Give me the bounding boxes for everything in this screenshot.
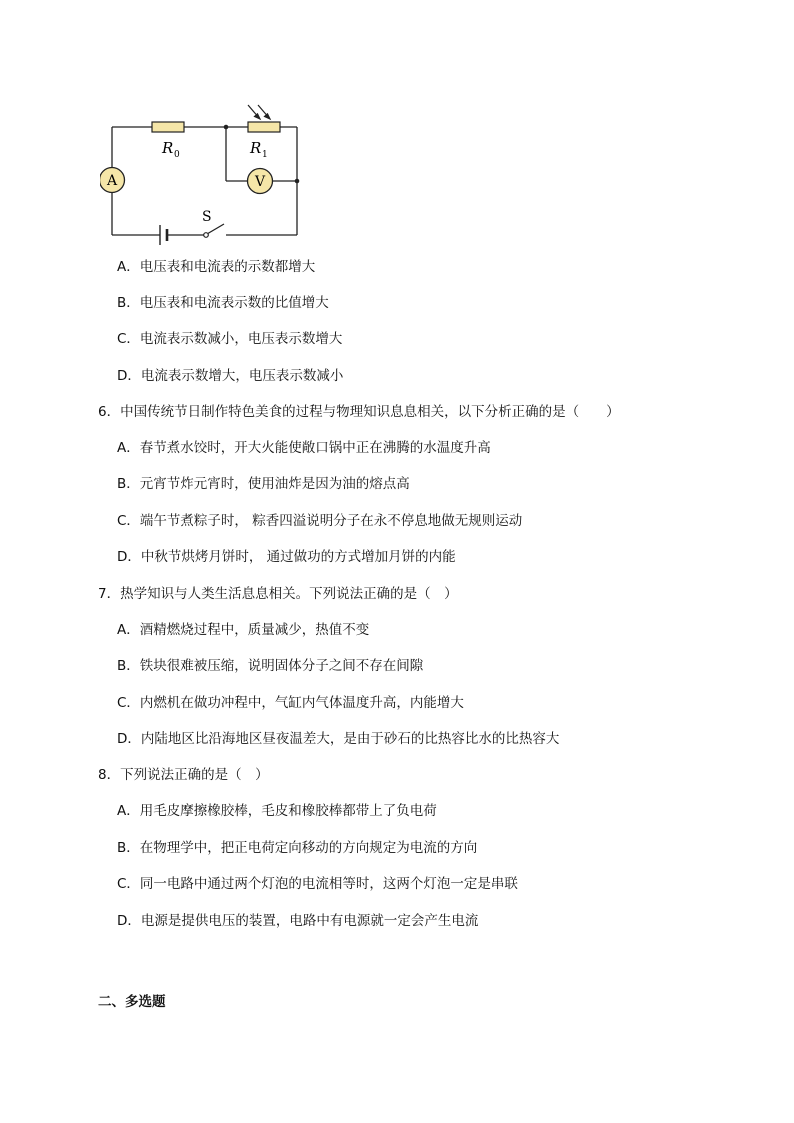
light-arrows-icon [248, 105, 270, 119]
q6-option-c: C．端午节煮粽子时， 粽香四溢说明分子在永不停息地做无规则运动 [117, 513, 523, 529]
switch-label: S [202, 209, 212, 225]
q6-option-d: D．中秋节烘烤月饼时， 通过做功的方式增加月饼的内能 [117, 549, 456, 565]
q6-stem: 6．中国传统节日制作特色美食的过程与物理知识息息相关，以下分析正确的是（ ） [98, 404, 620, 420]
q8-option-a: A．用毛皮摩擦橡胶棒，毛皮和橡胶棒都带上了负电荷 [117, 803, 437, 819]
q7-option-c: C．内燃机在做功冲程中，气缸内气体温度升高，内能增大 [117, 695, 464, 711]
q8-option-b: B．在物理学中，把正电荷定向移动的方向规定为电流的方向 [117, 840, 478, 856]
q5-option-a: A．电压表和电流表的示数都增大 [117, 259, 316, 275]
resistor-r0 [152, 122, 184, 132]
q7-option-a: A．酒精燃烧过程中，质量减少，热值不变 [117, 622, 370, 638]
q5-option-c: C．电流表示数减小，电压表示数增大 [117, 331, 343, 347]
voltmeter-label: V [254, 174, 266, 190]
q7-stem: 7．热学知识与人类生活息息相关。下列说法正确的是（ ） [98, 586, 458, 602]
q8-option-d: D．电源是提供电压的装置，电路中有电源就一定会产生电流 [117, 913, 479, 929]
q7-option-b: B．铁块很难被压缩，说明固体分子之间不存在间隙 [117, 658, 424, 674]
q7-option-d: D．内陆地区比沿海地区昼夜温差大，是由于砂石的比热容比水的比热容大 [117, 731, 560, 747]
q8-stem: 8．下列说法正确的是（ ） [98, 767, 269, 783]
r1-sub: 1 [262, 150, 268, 160]
r0-letter: R [162, 139, 174, 157]
q6-option-a: A．春节煮水饺时，开大火能使敞口锅中正在沸腾的水温度升高 [117, 440, 491, 456]
q8-option-c: C．同一电路中通过两个灯泡的电流相等时，这两个灯泡一定是串联 [117, 876, 518, 892]
r1-letter: R [250, 139, 262, 157]
resistor-r1 [248, 122, 280, 132]
circuit-diagram [100, 95, 320, 250]
ammeter-label: A [106, 173, 118, 189]
q5-option-b: B．电压表和电流表示数的比值增大 [117, 295, 329, 311]
q6-option-b: B．元宵节炸元宵时，使用油炸是因为油的熔点高 [117, 476, 410, 492]
r0-sub: 0 [174, 150, 180, 160]
q5-option-d: D．电流表示数增大，电压表示数减小 [117, 368, 344, 384]
section-title-multi-choice: 二、多选题 [98, 994, 166, 1010]
